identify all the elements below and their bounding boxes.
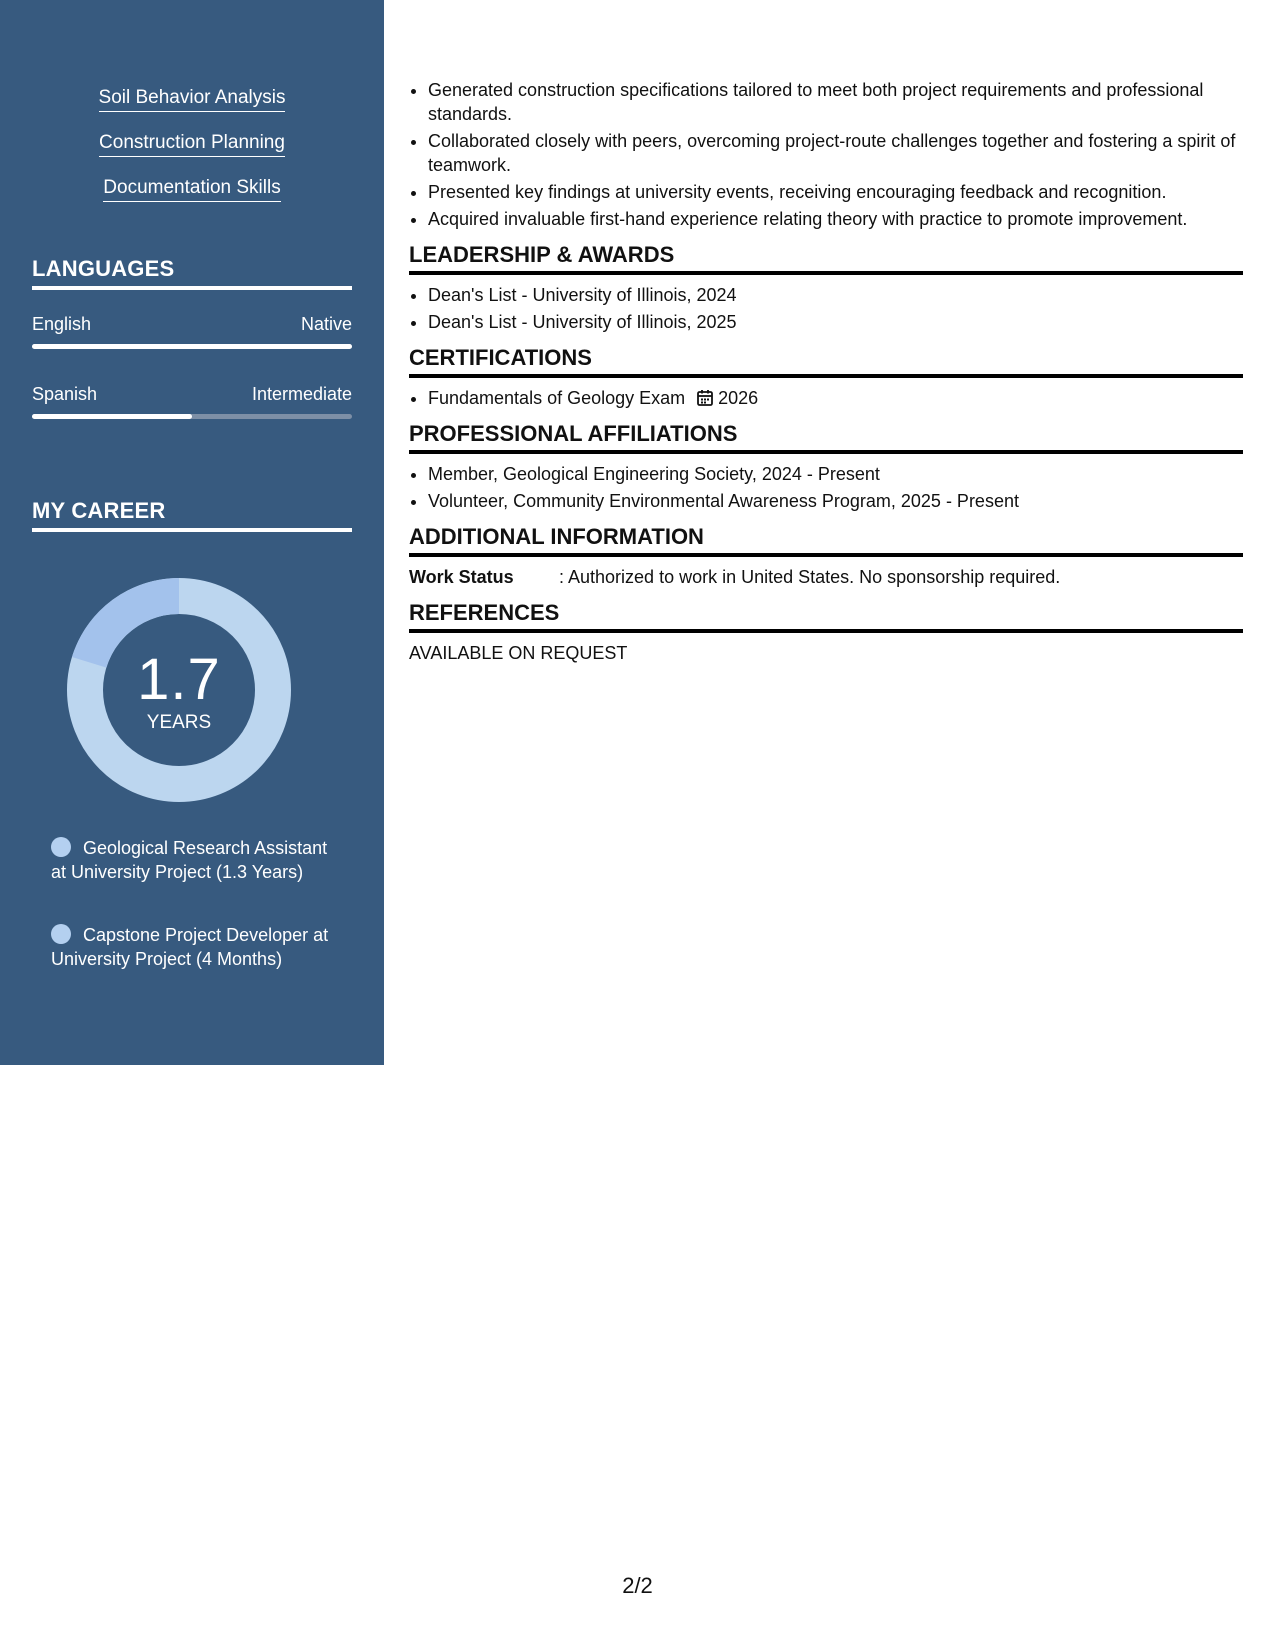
language-bar-fill [32, 344, 352, 349]
leadership-heading: LEADERSHIP & AWARDS [409, 242, 1243, 275]
language-level: Native [300, 314, 352, 334]
list-item: • Dean's List - University of Illinois, 2024 [428, 283, 1243, 307]
references-text: AVAILABLE ON REQUEST [409, 643, 628, 663]
work-status-value: : Authorized to work in United States. No sponsorship required. [559, 567, 1061, 587]
calendar-icon [697, 389, 713, 406]
list-item: • Acquired invaluable first-hand experience relating theory with practice to promote improvement. [428, 207, 1243, 231]
language-level: Intermediate [251, 384, 352, 404]
list-item [428, 386, 1243, 410]
career-legend-label: Geological Research Assistant at University Project (1.3 Years) [51, 838, 328, 882]
list-item: • Dean's List - University of Illinois, 2025 [428, 310, 1243, 334]
career-legend-item [51, 923, 331, 971]
certifications-heading: CERTIFICATIONS [409, 345, 1243, 378]
list-item: • Collaborated closely with peers, overcoming project-route challenges together and fostering a spirit of teamwork. [428, 129, 1243, 177]
certification-name: Fundamentals of Geology Exam [428, 388, 686, 408]
references-heading: REFERENCES [409, 600, 1243, 633]
list-item: • Presented key findings at university events, receiving encouraging feedback and recognition. [428, 180, 1243, 204]
career-heading: MY CAREER [32, 498, 352, 532]
skill-item[interactable]: Construction Planning [99, 131, 285, 157]
skills-list [0, 86, 384, 221]
language-name: Spanish [32, 384, 98, 404]
language-bar-english [32, 344, 352, 349]
career-legend-item [51, 836, 331, 884]
career-total-value: 1.7 [137, 647, 221, 712]
skill-item[interactable]: Soil Behavior Analysis [99, 86, 286, 112]
sidebar [0, 0, 384, 1065]
work-status-label: Work Status [409, 567, 514, 587]
language-name: English [32, 314, 92, 334]
languages-heading: LANGUAGES [32, 256, 352, 290]
affiliations-heading: PROFESSIONAL AFFILIATIONS [409, 421, 1243, 454]
affiliations-list [409, 462, 1243, 513]
career-legend-label: Capstone Project Developer at University Project (4 Months) [51, 925, 329, 969]
legend-dot-icon [51, 924, 71, 944]
language-row-spanish [32, 384, 352, 405]
additional-info-heading: ADDITIONAL INFORMATION [409, 524, 1243, 557]
language-row-english [32, 314, 352, 335]
certification-year: 2026 [718, 388, 759, 408]
experience-bullets [409, 78, 1243, 231]
list-item: • Generated construction specifications tailored to meet both project requirements and professional standards. [428, 78, 1243, 126]
list-item: • Volunteer, Community Environmental Awareness Program, 2025 - Present [428, 489, 1243, 513]
page-number: 2/2 [622, 1573, 653, 1598]
main-content [409, 78, 1243, 665]
career-total-unit: YEARS [146, 712, 212, 733]
skill-item[interactable]: Documentation Skills [103, 176, 280, 202]
work-status-row [409, 565, 1243, 589]
certifications-list [409, 386, 1243, 410]
list-item: • Member, Geological Engineering Society, 2024 - Present [428, 462, 1243, 486]
language-bar-spanish [32, 414, 352, 419]
legend-dot-icon [51, 837, 71, 857]
language-bar-fill [32, 414, 192, 419]
leadership-list [409, 283, 1243, 334]
